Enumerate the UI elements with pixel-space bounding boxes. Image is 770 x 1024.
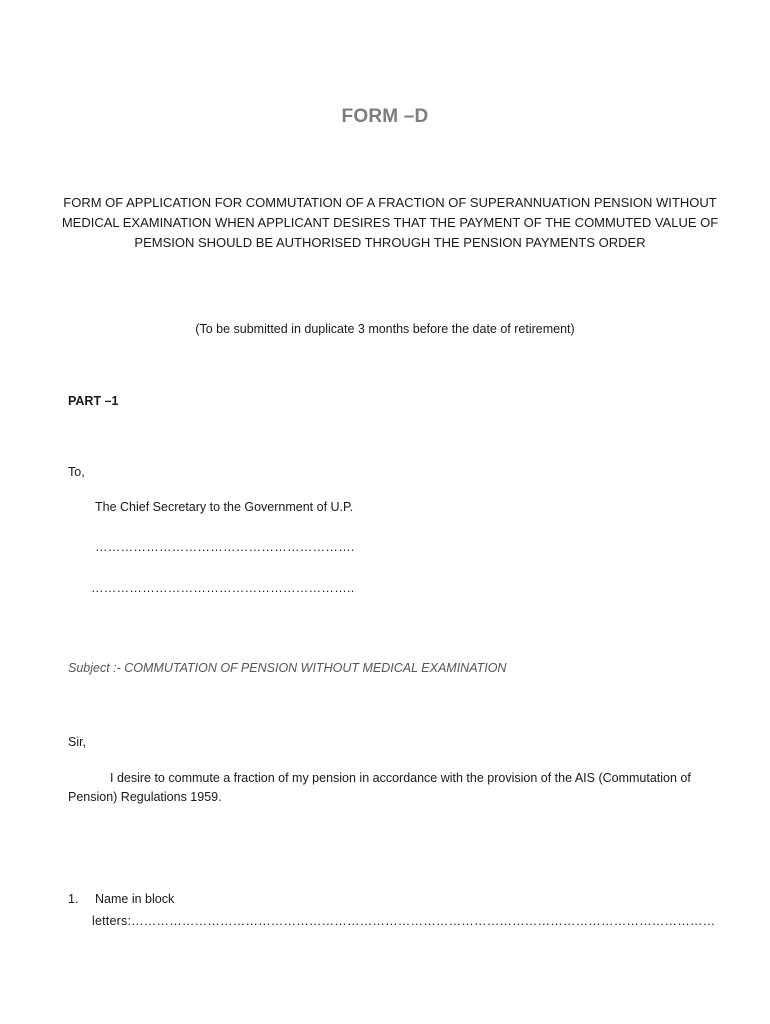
- address-line-1[interactable]: …………………………………………………….: [95, 540, 355, 554]
- field-label-name: Name in block: [95, 892, 175, 906]
- letter-salutation: Sir,: [68, 735, 87, 749]
- part-label: PART –1: [68, 394, 119, 408]
- submission-instruction: (To be submitted in duplicate 3 months before the date of retirement): [195, 322, 575, 336]
- form-heading: FORM OF APPLICATION FOR COMMUTATION OF A FRACTION OF SUPERANNUATION PENSION WITHOUT MEDICAL EXAMINATION WHEN APPLICANT DESIRES THAT THE PAYMENT OF THE COMMUTED VALUE OF PEMSION SHOULD BE AUTHORISED THROUGH THE PENSION PAYMENTS ORDER: [61, 195, 719, 250]
- letter-addressee: The Chief Secretary to the Government of U.P.: [95, 500, 354, 514]
- letter-to: To,: [68, 465, 85, 479]
- form-title: FORM –D: [341, 106, 429, 127]
- address-line-2[interactable]: ……………………………………………………..: [91, 581, 355, 595]
- letter-body: I desire to commute a fraction of my pension in accordance with the provision of the AIS (Commutation of Pension) Regulations 1959.: [68, 771, 691, 804]
- name-block-letters-field[interactable]: letters:…………………………………………………………………………………………………………………………: [92, 914, 716, 928]
- field-number: 1.: [68, 892, 79, 906]
- letter-subject: Subject :- COMMUTATION OF PENSION WITHOUT MEDICAL EXAMINATION: [68, 661, 507, 675]
